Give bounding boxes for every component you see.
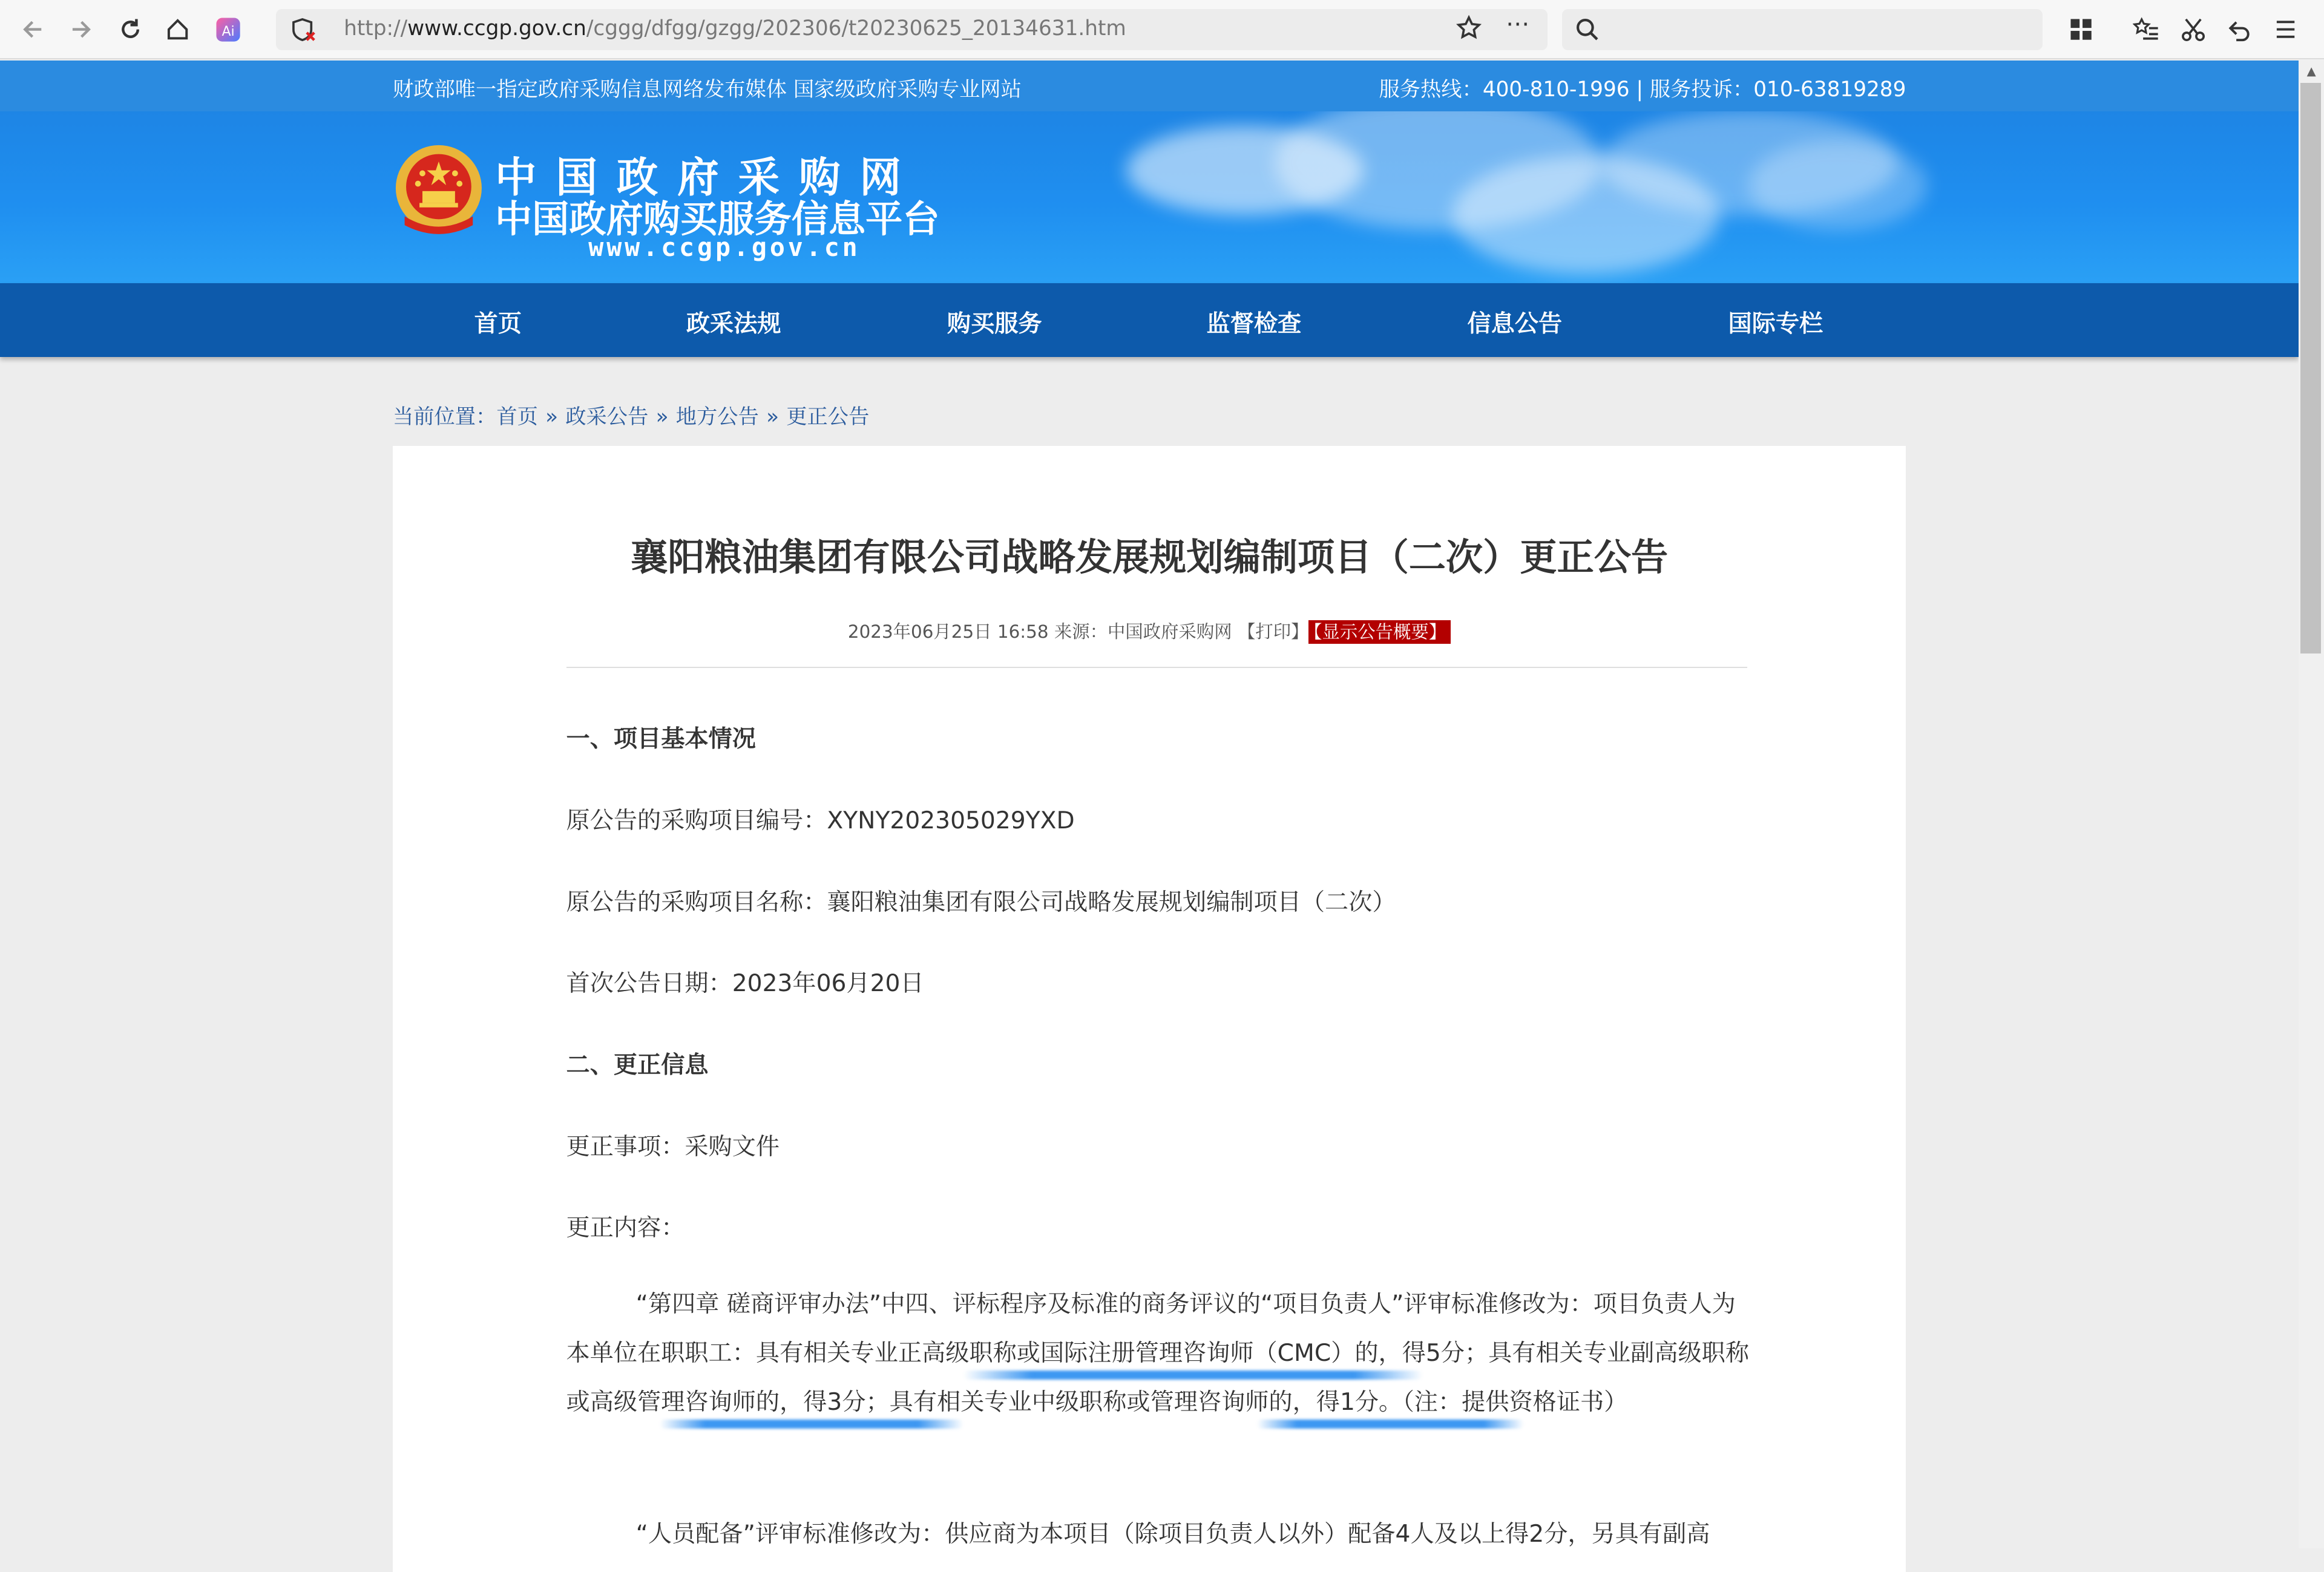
scroll-up-arrow-icon[interactable]: ▲ (2306, 64, 2316, 79)
nav-item-home[interactable]: 首页 (474, 310, 522, 338)
correction-content-label: 更正内容： (566, 1214, 685, 1242)
breadcrumb-procurement-notices[interactable]: 政采公告 (565, 405, 649, 430)
reload-icon[interactable] (113, 12, 148, 48)
favorites-list-icon[interactable] (2129, 12, 2164, 48)
nav-item-supervision[interactable]: 监督检查 (1206, 310, 1302, 338)
correction-item: 更正事项：采购文件 (566, 1133, 780, 1161)
correction-paragraph-2 (566, 1510, 1752, 1559)
url-text[interactable]: http://www.ccgp.gov.cn/cggg/dfgg/gzgg/202306/t20230625_20134631.htm (344, 16, 1126, 41)
paragraph-text: “第四章 磋商评审办法”中四、评标程序及标准的商务评议的“项目负责人”评审标准修改为：项目负责人为本单位在职职工：具有相关专业正高级职称或国际注册管理咨询师（CMC）的，得5分；具有相关专业副高级职称或高级管理咨询师的，得3分；具有相关专业中级职称或管理咨询师的，得1分。（注：提供资格证书） (566, 1290, 1750, 1416)
first-announcement-date: 首次公告日期：2023年06月20日 (566, 970, 924, 998)
forward-icon[interactable] (64, 12, 99, 48)
svg-text:Ai: Ai (222, 24, 235, 39)
breadcrumb-separator: » (545, 405, 559, 430)
national-emblem-logo[interactable] (393, 142, 485, 240)
insecure-shield-icon[interactable] (290, 16, 317, 49)
undo-icon[interactable] (2222, 12, 2257, 48)
article-meta (393, 618, 1906, 643)
more-options-icon[interactable]: ⋯ (1506, 10, 1530, 38)
site-tagline: 财政部唯一指定政府采购信息网络发布媒体 国家级政府采购专业网站 (392, 77, 1022, 102)
breadcrumb-separator: » (766, 405, 780, 430)
breadcrumb-local-notices[interactable]: 地方公告 (675, 405, 759, 430)
site-banner (0, 111, 2299, 283)
nav-item-purchase-service[interactable]: 购买服务 (947, 310, 1042, 338)
breadcrumb-separator: » (655, 405, 669, 430)
apps-grid-icon[interactable] (2063, 12, 2099, 48)
highlight-underline (660, 1420, 963, 1429)
site-subtitle: 中国政府购买服务信息平台 (494, 198, 940, 241)
print-link[interactable]: 【打印】 (1237, 621, 1309, 643)
breadcrumb-home[interactable]: 首页 (496, 405, 538, 430)
correction-paragraph-1 (566, 1280, 1752, 1427)
nav-item-regulations[interactable]: 政采法规 (686, 310, 781, 338)
project-number: 原公告的采购项目编号：XYNY202305029YXD (566, 807, 1075, 834)
cloud-decoration (1749, 141, 1927, 230)
top-info-bar (0, 61, 2299, 111)
main-nav (0, 283, 2299, 357)
scissors-icon[interactable] (2176, 12, 2211, 48)
browser-toolbar (0, 0, 2324, 59)
highlight-underline (963, 1371, 1423, 1380)
site-name: 中国政府采购网 (494, 153, 921, 202)
highlight-underline (1257, 1420, 1524, 1429)
back-icon[interactable] (15, 12, 50, 48)
project-name: 原公告的采购项目名称：襄阳粮油集团有限公司战略发展规划编制项目（二次） (566, 888, 1396, 916)
scrollbar-thumb[interactable] (2300, 83, 2321, 653)
article-date-source: 2023年06月25日 16:58 来源：中国政府采购网 (847, 621, 1238, 643)
address-bar[interactable] (276, 9, 1548, 51)
article-title: 襄阳粮油集团有限公司战略发展规划编制项目（二次）更正公告 (631, 535, 1669, 579)
search-input[interactable] (1615, 15, 2037, 47)
nav-item-international[interactable]: 国际专栏 (1728, 310, 1823, 338)
paragraph-text: “人员配备”评审标准修改为：供应商为本项目（除项目负责人以外）配备4人及以上得2分，另具有副高 (635, 1520, 1710, 1548)
show-summary-button[interactable]: 【显示公告概要】 (1308, 620, 1451, 644)
ai-assistant-icon[interactable] (211, 12, 246, 48)
site-url: www.ccgp.gov.cn (588, 232, 861, 263)
breadcrumb-prefix: 当前位置： (392, 405, 497, 430)
search-box[interactable] (1562, 9, 2042, 51)
service-hotline: 服务热线：400-810-1996 | 服务投诉：010-63819289 (1379, 77, 1906, 102)
section-heading-basic-info: 一、项目基本情况 (566, 725, 756, 753)
home-icon[interactable] (160, 12, 195, 48)
nav-item-announcements[interactable]: 信息公告 (1467, 310, 1563, 338)
bookmark-star-icon[interactable] (1456, 15, 1482, 47)
search-icon (1574, 16, 1601, 49)
article-card (393, 446, 1906, 1572)
title-divider (566, 667, 1748, 668)
section-heading-correction: 二、更正信息 (566, 1051, 709, 1079)
menu-icon[interactable] (2268, 12, 2303, 48)
breadcrumb (393, 400, 869, 430)
breadcrumb-correction-notices[interactable]: 更正公告 (786, 405, 870, 430)
